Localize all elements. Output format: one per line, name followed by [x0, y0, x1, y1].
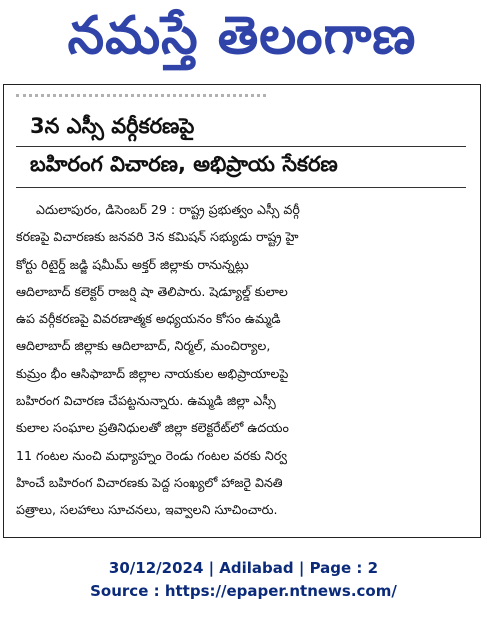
article-body-line: ఉప వర్గీకరణపై వివరణాత్మక అధ్యయనం కోసం ఉమ్మడి — [16, 311, 281, 327]
article-body-line: కులాల సంఘాల ప్రతినిధులతో జిల్లా కలెక్టరేట్‌లో ఉదయం — [16, 420, 289, 436]
article-headline-line2: బహిరంగ విచారణ, అభిప్రాయ సేకరణ — [30, 152, 338, 176]
article-body-line: కోర్టు రిటైర్డ్ జడ్జి షమీమ్ అక్తర్ జిల్లాకు రానున్నట్లు — [16, 256, 249, 272]
article-body-line: 11 గంటల నుంచి మధ్యాహ్నం రెండు గంటల వరకు నిర్వ — [16, 447, 287, 463]
article-body — [16, 196, 468, 524]
source-link[interactable]: Source : https://epaper.ntnews.com/ — [90, 582, 397, 600]
headline-divider — [16, 146, 466, 147]
article-body-line: ఆదిలాబాద్ జిల్లాకు ఆదిలాబాద్, నిర్మల్, మంచిర్యాల, — [16, 338, 271, 354]
article-body-line: పత్రాలు, సలహాలు సూచనలు, ఇవ్వాలని సూచించారు. — [16, 502, 278, 518]
article-body-line: ఎదులాపురం, డిసెంబర్ 29 : రాష్ట్ర ప్రభుత్వం ఎస్సీ వర్గీ — [36, 202, 300, 217]
article-body-line: కరణపై విచారణకు జనవరి 3న కమిషన్ సభ్యుడు రాష్ట్ర హై — [16, 229, 299, 245]
body-divider — [16, 187, 466, 188]
article-body-line: హించే బహిరంగ విచారణకు పెద్ద సంఖ్యలో హాజరై వినతి — [16, 474, 283, 490]
edition-info: 30/12/2024 | Adilabad | Page : 2 — [108, 559, 379, 577]
article-body-line: బహిరంగ విచారణ చేపట్టనున్నారు. ఉమ్మడి జిల్లా ఎస్సీ — [16, 393, 276, 409]
newspaper-masthead: నమస్తే తెలంగాణ — [67, 5, 417, 66]
article-headline-line1: 3న ఎస్సీ వర్గీకరణపై — [30, 114, 195, 138]
article-body-line: కుమ్రం భీం ఆసిఫాబాద్ జిల్లాల నాయకుల అభిప్రాయాలపై — [16, 365, 289, 381]
article-body-line: ఆదిలాబాద్ కలెక్టర్ రాజర్షి షా తెలిపారు. షెడ్యూల్డ్ కులాల — [16, 283, 288, 299]
cropped-previous-line — [16, 94, 266, 105]
